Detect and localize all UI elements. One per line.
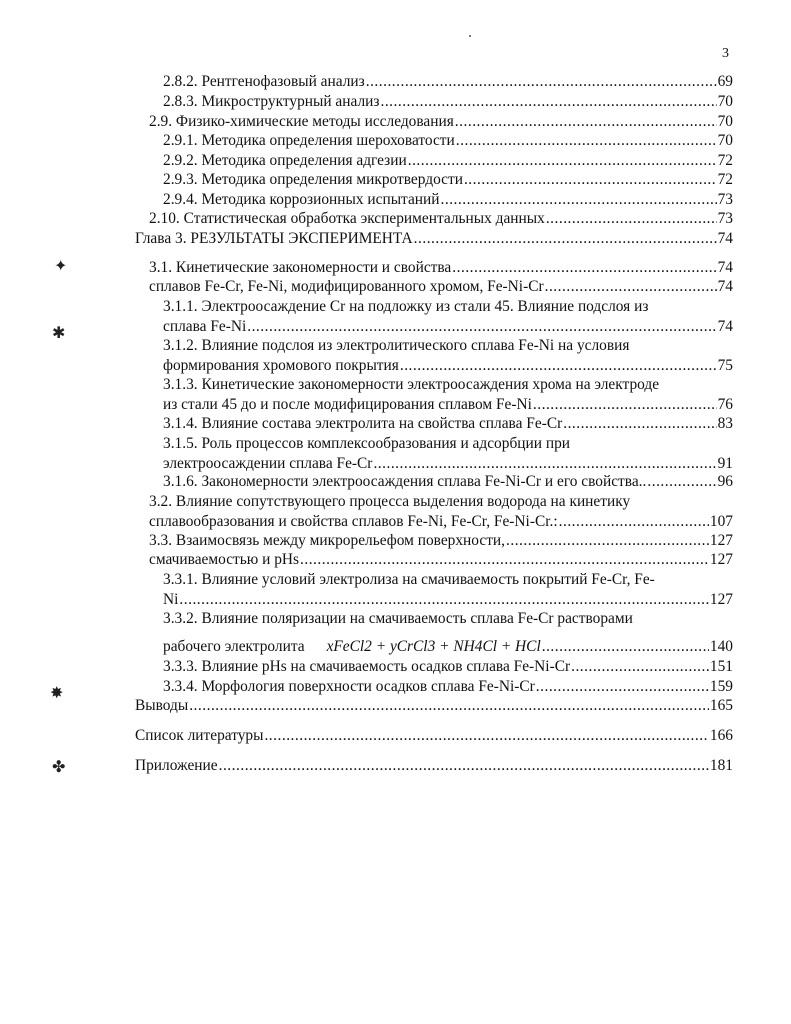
leader-dots — [300, 550, 709, 570]
toc-entry-page: 166 — [709, 727, 733, 744]
toc-entry-page: 127 — [709, 591, 733, 608]
scan-speck — [469, 35, 471, 37]
leader-dots — [414, 229, 717, 249]
toc-entry[interactable] — [135, 229, 733, 249]
toc-entry-page: 74 — [717, 278, 733, 295]
leader-dots — [536, 677, 709, 697]
toc-entry-title: 2.9.3. Методика определения микротвердости — [163, 171, 463, 188]
leader-dots — [408, 151, 717, 171]
leader-dots — [506, 531, 709, 551]
toc-entry[interactable] — [163, 609, 733, 657]
toc-entry-page: 107 — [709, 513, 733, 530]
leader-dots — [452, 258, 716, 278]
toc-entry[interactable] — [163, 657, 733, 677]
toc-entry[interactable] — [149, 277, 733, 297]
toc-entry-page: 74 — [717, 259, 733, 276]
toc-entry-page: 70 — [717, 93, 733, 110]
leader-dots — [456, 131, 717, 151]
toc-entry[interactable] — [163, 151, 733, 171]
toc-entry-page: 72 — [717, 152, 733, 169]
leader-dots — [563, 414, 716, 434]
toc-entry-title: 2.9.1. Методика определения шероховатости — [163, 132, 455, 149]
toc-entry-title: 3.3.3. Влияние pHs на смачиваемость осадков сплава Fe-Ni-Cr — [163, 658, 571, 675]
toc-entry-title: 3.3.4. Морфология поверхности осадков сплава Fe-Ni-Cr — [163, 678, 535, 695]
leader-dots — [571, 657, 709, 677]
toc-entry-page: 140 — [709, 638, 733, 655]
toc-entry[interactable] — [163, 190, 733, 210]
toc-entry-title: 3.1. Кинетические закономерности и свойства — [149, 259, 452, 276]
scan-mark: ✸ — [50, 685, 64, 702]
toc-entry-title: сплава Fe-Ni — [163, 318, 247, 335]
toc-entry[interactable] — [149, 112, 733, 132]
toc-entry-page: 181 — [709, 757, 733, 774]
toc-entry[interactable] — [149, 531, 733, 551]
toc-entry[interactable] — [149, 209, 733, 229]
toc-entry-first-line: 3.1.1. Электроосаждение Cr на подложку из стали 45. Влияние подслоя из — [163, 298, 649, 315]
leader-dots — [400, 356, 717, 376]
toc-entry-title: 2.10. Статистическая обработка экспериментальных данных — [149, 210, 545, 227]
toc-entry-page: 73 — [717, 191, 733, 208]
leader-dots — [542, 637, 709, 657]
toc-entry-title: Глава 3. РЕЗУЛЬТАТЫ ЭКСПЕРИМЕНТА — [135, 230, 413, 247]
toc-entry-page: 96 — [717, 473, 733, 490]
leader-dots — [464, 170, 717, 190]
toc-entry-page: 73 — [717, 210, 733, 227]
toc-entry-first-line: 3.1.5. Роль процессов комплексообразования и адсорбции при — [163, 435, 571, 452]
toc-entry-title: 3.3. Взаимосвязь между микрорельефом поверхности, — [149, 532, 505, 549]
toc-entry[interactable] — [163, 92, 733, 112]
toc-entry-title: сплавообразования и свойства сплавов Fe-Ni, Fe-Cr, Fe-Ni-Cr.: — [149, 513, 558, 530]
toc-entry-title: рабочего электролита — [163, 638, 305, 655]
toc-entry[interactable] — [163, 472, 733, 492]
toc-entry-first-line: 3.2. Влияние сопутствующего процесса выделения водорода на кинетику — [149, 493, 631, 510]
leader-dots — [559, 512, 709, 532]
toc-entry-page: 127 — [709, 532, 733, 549]
toc-entry-title: смачиваемостью и pHs — [149, 551, 300, 568]
toc-entry[interactable] — [163, 72, 733, 92]
toc-entry[interactable] — [135, 756, 733, 776]
toc-entry-title: 3.1.6. Закономерности электроосаждения сплава Fe-Ni-Cr и его свойства.. — [163, 473, 647, 490]
formula: xFeCl2 + yCrCl3 + NH4Cl + HCl — [326, 638, 541, 655]
scan-mark: ✦ — [54, 258, 68, 275]
toc-entry-page: 72 — [717, 171, 733, 188]
toc-entry-title: Ni — [163, 591, 179, 608]
toc-entry-title: 2.9. Физико-химические методы исследования — [149, 113, 454, 130]
leader-dots — [373, 454, 716, 474]
toc-entry-page: 151 — [709, 658, 733, 675]
toc-entry-first-line: 3.1.3. Кинетические закономерности электроосаждения хрома на электроде — [163, 376, 660, 393]
toc-entry[interactable] — [163, 570, 733, 610]
toc-entry-title: 3.1.4. Влияние состава электролита на свойства сплава Fe-Cr — [163, 415, 563, 432]
toc-entry-page: 83 — [717, 415, 733, 432]
toc-entry[interactable] — [163, 131, 733, 151]
toc-entry-first-line: 3.3.2. Влияние поляризации на смачиваемость сплава Fe-Cr растворами — [163, 610, 633, 627]
leader-dots — [533, 395, 717, 415]
toc-entry-page: 75 — [717, 357, 733, 374]
leader-dots — [380, 92, 716, 112]
toc-entry[interactable] — [149, 492, 733, 532]
scan-mark: ✤ — [52, 759, 66, 776]
toc-entry-title: формирования хромового покрытия — [163, 357, 399, 374]
leader-dots — [455, 112, 717, 132]
toc-entry-page: 74 — [717, 230, 733, 247]
toc-entry[interactable] — [149, 258, 733, 278]
toc-entry-title: сплавов Fe-Cr, Fe-Ni, модифицированного хромом, Fe-Ni-Cr — [149, 278, 544, 295]
toc-entry-page: 70 — [717, 132, 733, 149]
toc-entry[interactable] — [163, 297, 733, 337]
leader-dots — [189, 696, 709, 716]
toc-entry-title: Приложение — [135, 757, 218, 774]
toc-entry-title: 2.8.2. Рентгенофазовый анализ — [163, 73, 365, 90]
toc-entry[interactable] — [149, 550, 733, 570]
leader-dots — [264, 726, 708, 746]
leader-dots — [366, 72, 717, 92]
toc-entry-title: Список литературы — [135, 727, 264, 744]
leader-dots — [546, 209, 717, 229]
toc-entry-page: 165 — [709, 697, 733, 714]
leader-dots — [647, 472, 716, 492]
toc-entry[interactable] — [163, 375, 733, 415]
leader-dots — [247, 317, 716, 337]
toc-entry[interactable] — [163, 434, 733, 474]
toc-entry-title: электроосаждении сплава Fe-Cr — [163, 455, 373, 472]
toc-entry-page: 127 — [709, 551, 733, 568]
toc-entry-page: 91 — [717, 455, 733, 472]
toc-entry-title: 2.9.4. Методика коррозионных испытаний — [163, 191, 440, 208]
toc-entry-first-line: 3.1.2. Влияние подслоя из электролитического сплава Fe-Ni на условия — [163, 337, 630, 354]
toc-entry-page: 159 — [709, 678, 733, 695]
toc-entry[interactable] — [163, 677, 733, 697]
toc-entry[interactable] — [163, 414, 733, 434]
toc-entry-page: 70 — [717, 113, 733, 130]
leader-dots — [545, 277, 717, 297]
leader-dots — [219, 756, 709, 776]
toc-entry-title: 2.9.2. Методика определения адгезии — [163, 152, 407, 169]
toc-entry-title: Выводы — [135, 697, 189, 714]
scan-mark: ✱ — [52, 325, 66, 342]
toc-entry-first-line: 3.3.1. Влияние условий электролиза на смачиваемость покрытий Fe-Cr, Fe- — [163, 571, 655, 588]
page-number: 3 — [722, 46, 729, 61]
toc-entry-page: 69 — [717, 73, 733, 90]
leader-dots — [179, 590, 709, 610]
toc-entry[interactable] — [135, 696, 733, 716]
toc-entry-title: 2.8.3. Микроструктурный анализ — [163, 93, 380, 110]
leader-dots — [441, 190, 717, 210]
toc-entry-page: 74 — [717, 318, 733, 335]
toc-entry-page: 76 — [717, 396, 733, 413]
toc-entry-title: из стали 45 до и после модифицирования сплавом Fe-Ni — [163, 396, 532, 413]
toc-entry[interactable] — [163, 336, 733, 376]
toc-entry[interactable] — [163, 170, 733, 190]
toc-entry[interactable] — [135, 726, 733, 746]
